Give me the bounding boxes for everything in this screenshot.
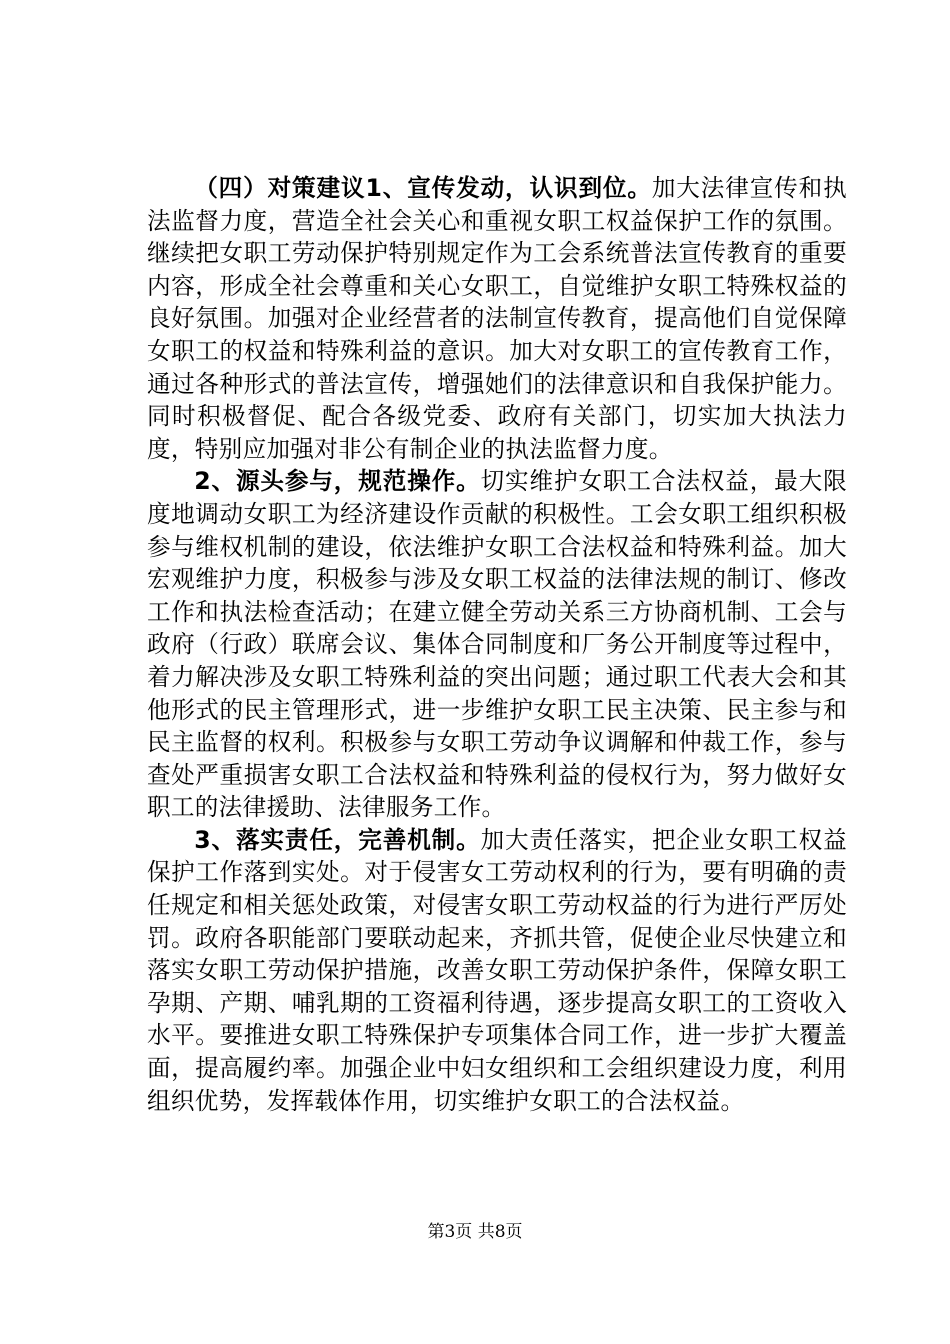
paragraph-1: [147, 172, 847, 465]
paragraph-2-body: 切实维护女职工合法权益，最大限度地调动女职工为经济建设作贡献的积极性。工会女职工组织积极参与维权机制的建设，依法维护女职工合法权益和特殊利益。加大宏观维护力度，积极参与涉及女职工权益的法律法规的制订、修改工作和执法检查活动；在建立健全劳动关系三方协商机制、工会与政府（行政）联席会议、集体合同制度和厂务公开制度等过程中，着力解决涉及女职工特殊利益的突出问题；通过职工代表大会和其他形式的民主管理形式，进一步维护女职工民主决策、民主参与和民主监督的权利。积极参与女职工劳动争议调解和仲裁工作，参与查处严重损害女职工合法权益和特殊利益的侵权行为，努力做好女职工的法律援助、法律服务工作。: [147, 467, 847, 822]
paragraph-1-body: 加大法律宣传和执法监督力度，营造全社会关心和重视女职工权益保护工作的氛围。继续把女职工劳动保护特别规定作为工会系统普法宣传教育的重要内容，形成全社会尊重和关心女职工，自觉维护女职工特殊权益的良好氛围。加强对企业经营者的法制宣传教育，提高他们自觉保障女职工的权益和特殊利益的意识。加大对女职工的宣传教育工作，通过各种形式的普法宣传，增强她们的法律意识和自我保护能力。同时积极督促、配合各级党委、政府有关部门，切实加大执法力度，特别应加强对非公有制企业的执法监督力度。: [147, 174, 847, 463]
paragraph-3-body: 加大责任落实，把企业女职工权益保护工作落到实处。对于侵害女工劳动权利的行为，要有明确的责任规定和相关惩处政策，对侵害女职工劳动权益的行为进行严厉处罚。政府各职能部门要联动起来，齐抓共管，促使企业尽快建立和落实女职工劳动保护措施，改善女职工劳动保护条件，保障女职工孕期、产期、哺乳期的工资福利待遇，逐步提高女职工的工资收入水平。要推进女职工特殊保护专项集体合同工作，进一步扩大覆盖面，提高履约率。加强企业中妇女组织和工会组织建设力度，利用组织优势，发挥载体作用，切实维护女职工的合法权益。: [147, 825, 847, 1115]
paragraph-3: [147, 824, 847, 1117]
paragraph-1-heading: （四）对策建议1、宣传发动，认识到位。: [194, 174, 652, 202]
paragraph-3-heading: 3、落实责任，完善机制。: [194, 825, 481, 854]
paragraph-2: [147, 465, 847, 824]
page-number-footer: 第3页 共8页: [427, 1222, 523, 1242]
document-body: [147, 172, 847, 1117]
paragraph-2-heading: 2、源头参与，规范操作。: [194, 467, 481, 496]
